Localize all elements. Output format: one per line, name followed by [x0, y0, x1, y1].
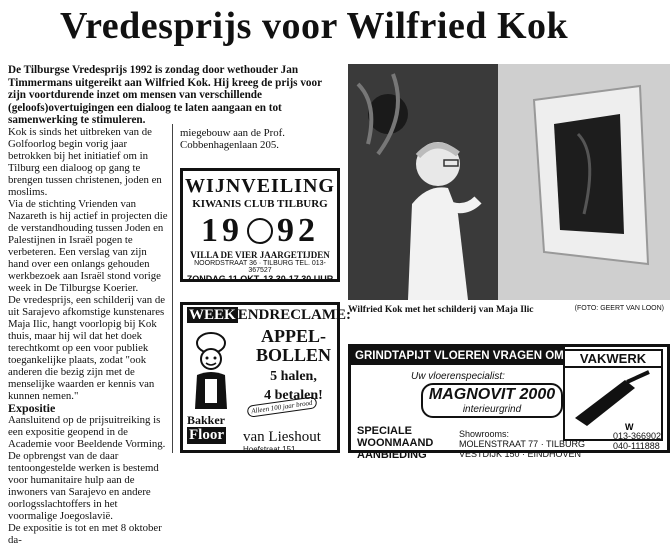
special-line-1: SPECIALE: [357, 425, 413, 437]
ad-venue: VILLA DE VIER JAARGETIJDEN: [190, 250, 330, 260]
advertisement-wijnveiling: [180, 168, 340, 282]
product-line-1: APPEL-: [260, 326, 326, 346]
ad-brand: [421, 383, 563, 418]
ad-title: WIJNVEILING: [185, 175, 335, 197]
ad-year: [183, 212, 337, 250]
vakwerk-title: VAKWERK: [565, 351, 661, 368]
photo-woman-with-painting: [348, 64, 670, 300]
banner-rest: ENDRECLAME:: [237, 307, 352, 323]
special-line-3: AANBIEDING: [357, 449, 427, 461]
showroom-2: VESTDIJK 150 · EINDHOVEN: [459, 449, 582, 459]
article-photo: [348, 64, 670, 300]
svg-text:W: W: [625, 422, 634, 432]
ad-banner: [183, 305, 352, 326]
ad-product: [256, 327, 331, 403]
ad-bakker: Bakker: [187, 413, 226, 427]
ad-date: ZONDAG 11 OKT. 13.30-17.30 UUR: [186, 274, 334, 284]
caption-text: Wilfried Kok met het schilderij van Maja Ilic: [348, 304, 534, 315]
column-divider: [172, 124, 173, 453]
ad-club: KIWANIS CLUB TILBURG: [192, 198, 328, 210]
ad-street: Hoefstraat 151: [243, 445, 296, 454]
kiwanis-seal-icon: [247, 218, 273, 244]
showrooms-label: Showrooms:: [459, 429, 510, 439]
banner-week: WEEK: [189, 307, 236, 323]
vakwerk-box: [563, 349, 663, 441]
paragraph: De vredesprijs, een schilderij van de uit Sarajevo afkomstige kunstenares Maja Ilic, hangt voorlopig bij Kok thuis, maar hij wil dat het doek terechtkomt op een voor publiek toegankelijke plaats, zodat "ook anderen die bezig zijn met de menselijke waarden er kennis van kunnen nemen.": [8, 294, 166, 402]
paragraph: Via de stichting Vrienden van Nazareth is hij actief in projecten die de verstandhouding tussen Joden en Palestijnen in Israël pogen te verbeteren. Een verslag van zijn hand over een onlangs gehouden werkbezoek aan Israël stond vorige week in De Tilburgse Koerier.: [8, 198, 168, 294]
ad-surname: van Lieshout: [243, 429, 321, 445]
year-left: 19: [201, 212, 243, 249]
special-line-2: WOONMAAND: [357, 437, 434, 449]
paragraph: Kok is sinds het uitbreken van de Golfoorlog begin vorig jaar betrokken bij het initiatief om in Tilburg een dialoog op gang te brengen tussen christenen, joden en moslims.: [8, 126, 162, 198]
product-line-2: BOLLEN: [255, 345, 331, 365]
offer-line-1: 5 halen,: [270, 369, 317, 384]
advertisement-grindtapijt: [348, 344, 670, 461]
lead-paragraph: De Tilburgse Vredesprijs 1992 is zondag door wethouder Jan Timmermans uitgereikt aan Wilfried Kok. Hij kreeg de prijs voor zijn voortdurende inzet om mensen van verschillende (geloofs)overtuigingen een dialoog te laten aangaan en tot samenwerking te stimuleren.: [8, 64, 322, 126]
trowel-icon: [565, 368, 657, 434]
phone-1: 013-366902: [613, 431, 662, 441]
ad-stamp: Alleen 100 jaar brood: [247, 396, 318, 418]
ad-address: NOORDSTRAAT 36 · TILBURG TEL. 013-367527: [194, 260, 326, 274]
offer-line-2: 4 betalen!: [264, 388, 323, 403]
ad-specialist: Uw vloerenspecialist:: [411, 371, 505, 382]
subheading: Expositie: [8, 401, 56, 415]
phone-2: 040-111888: [613, 441, 660, 451]
paragraph: De expositie is tot en met 8 oktober da-: [8, 522, 162, 546]
article-column-1: [8, 126, 168, 546]
baker-figure-icon: [187, 331, 235, 411]
showroom-1: MOLENSTRAAT 77 · TILBURG: [459, 439, 586, 449]
paragraph: Aansluitend op de prijsuitreiking is een expositie geopend in de Academie voor Beeldende Vorming.: [8, 414, 166, 450]
ad-phones: [613, 431, 661, 451]
paragraph: miegebouw aan de Prof. Cobbenhagenlaan 205.: [180, 127, 285, 151]
brand-sub: interieurgrind: [462, 404, 522, 415]
photo-credit: (FOTO: GEERT VAN LOON): [574, 305, 664, 312]
ad-floor: Floor: [189, 427, 224, 443]
paragraph: De opbrengst van de daar tentoongestelde werken is bestemd voor humanitaire hulp aan de inwoners van Sarajevo en andere oorlogsslachtoffers in het voormalige Joegoslavië.: [8, 450, 159, 522]
brand-name: MAGNOVIT 2000: [428, 386, 556, 403]
headline: Vredesprijs voor Wilfried Kok: [60, 5, 569, 47]
ad-showrooms: [459, 429, 585, 459]
ad-banner: GRINDTAPIJT VLOEREN VRAGEN OM: [351, 347, 565, 365]
photo-caption: [348, 304, 670, 315]
ad-special-offer: [357, 425, 433, 461]
article-column-2: [180, 127, 340, 151]
advertisement-weekendreclame: [180, 302, 352, 454]
year-right: 92: [277, 212, 319, 249]
